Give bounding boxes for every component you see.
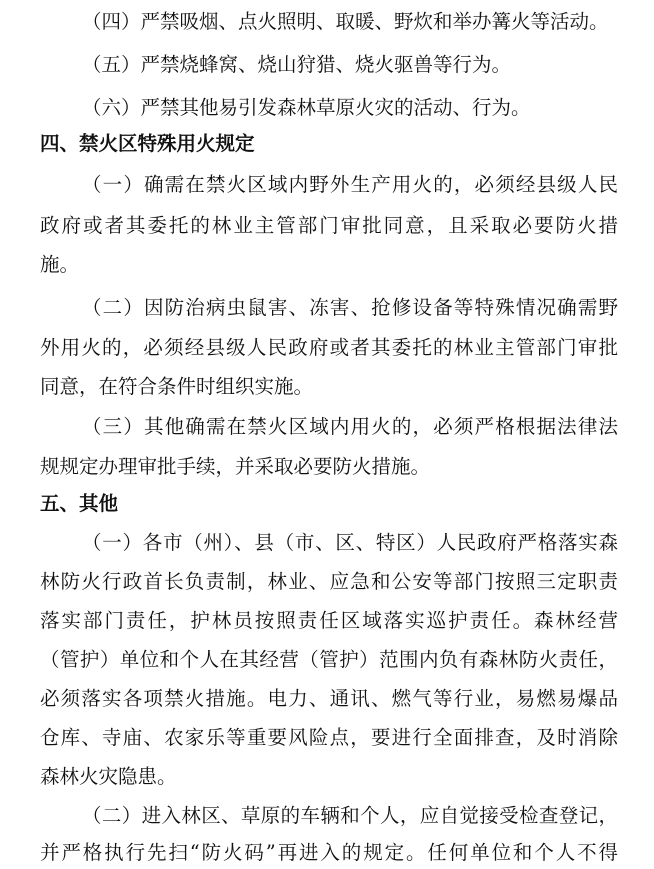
- section-5-heading: 五、其他: [40, 492, 119, 515]
- item-4: （四）严禁吸烟、点火照明、取暖、野炊和举办篝火等活动。: [82, 10, 609, 33]
- s4-p1-line1: （一）确需在禁火区域内野外生产用火的，必须经县级人民: [82, 173, 618, 196]
- s4-p3-line2: 规规定办理审批手续，并采取必要防火措施。: [40, 455, 431, 478]
- s5-p1-line5: 必须落实各项禁火措施。电力、通讯、燃气等行业，易燃易爆品: [40, 687, 618, 710]
- s5-p2-line2: 并严格执行先扫“防火码”再进入的规定。任何单位和个人不得: [40, 841, 618, 864]
- item-6: （六）严禁其他易引发森林草原火灾的活动、行为。: [82, 96, 531, 119]
- s5-p2-line1: （二）进入林区、草原的车辆和个人，应自觉接受检查登记，: [82, 804, 618, 827]
- s4-p2-line3: 同意，在符合条件时组织实施。: [40, 375, 314, 398]
- s4-p2-line1: （二）因防治病虫鼠害、冻害、抢修设备等特殊情况确需野: [82, 296, 618, 319]
- s5-p1-line2: 林防火行政首长负责制，林业、应急和公安等部门按照三定职责: [40, 570, 618, 593]
- s5-p1-line6: 仓库、寺庙、农家乐等重要风险点，要进行全面排查，及时消除: [40, 726, 618, 749]
- s5-p1-line1: （一）各市（州）、县（市、区、特区）人民政府严格落实森: [82, 531, 618, 554]
- s4-p2-line2: 外用火的，必须经县级人民政府或者其委托的林业主管部门审批: [40, 336, 618, 359]
- s4-p1-line2: 政府或者其委托的林业主管部门审批同意，且采取必要防火措: [40, 214, 618, 237]
- s4-p3-line1: （三）其他确需在禁火区域内用火的，必须严格根据法律法: [82, 415, 618, 438]
- s4-p1-line3: 施。: [40, 253, 80, 276]
- s5-p1-line7: 森林火灾隐患。: [40, 765, 177, 788]
- s5-p1-line3: 落实部门责任，护林员按照责任区域落实巡护责任。森林经营: [40, 609, 618, 632]
- s5-p1-line4: （管护）单位和个人在其经营（管护）范围内负有森林防火责任，: [40, 648, 618, 671]
- section-4-heading: 四、禁火区特殊用火规定: [40, 132, 255, 155]
- item-5: （五）严禁烧蜂窝、烧山狩猎、烧火驱兽等行为。: [82, 53, 512, 76]
